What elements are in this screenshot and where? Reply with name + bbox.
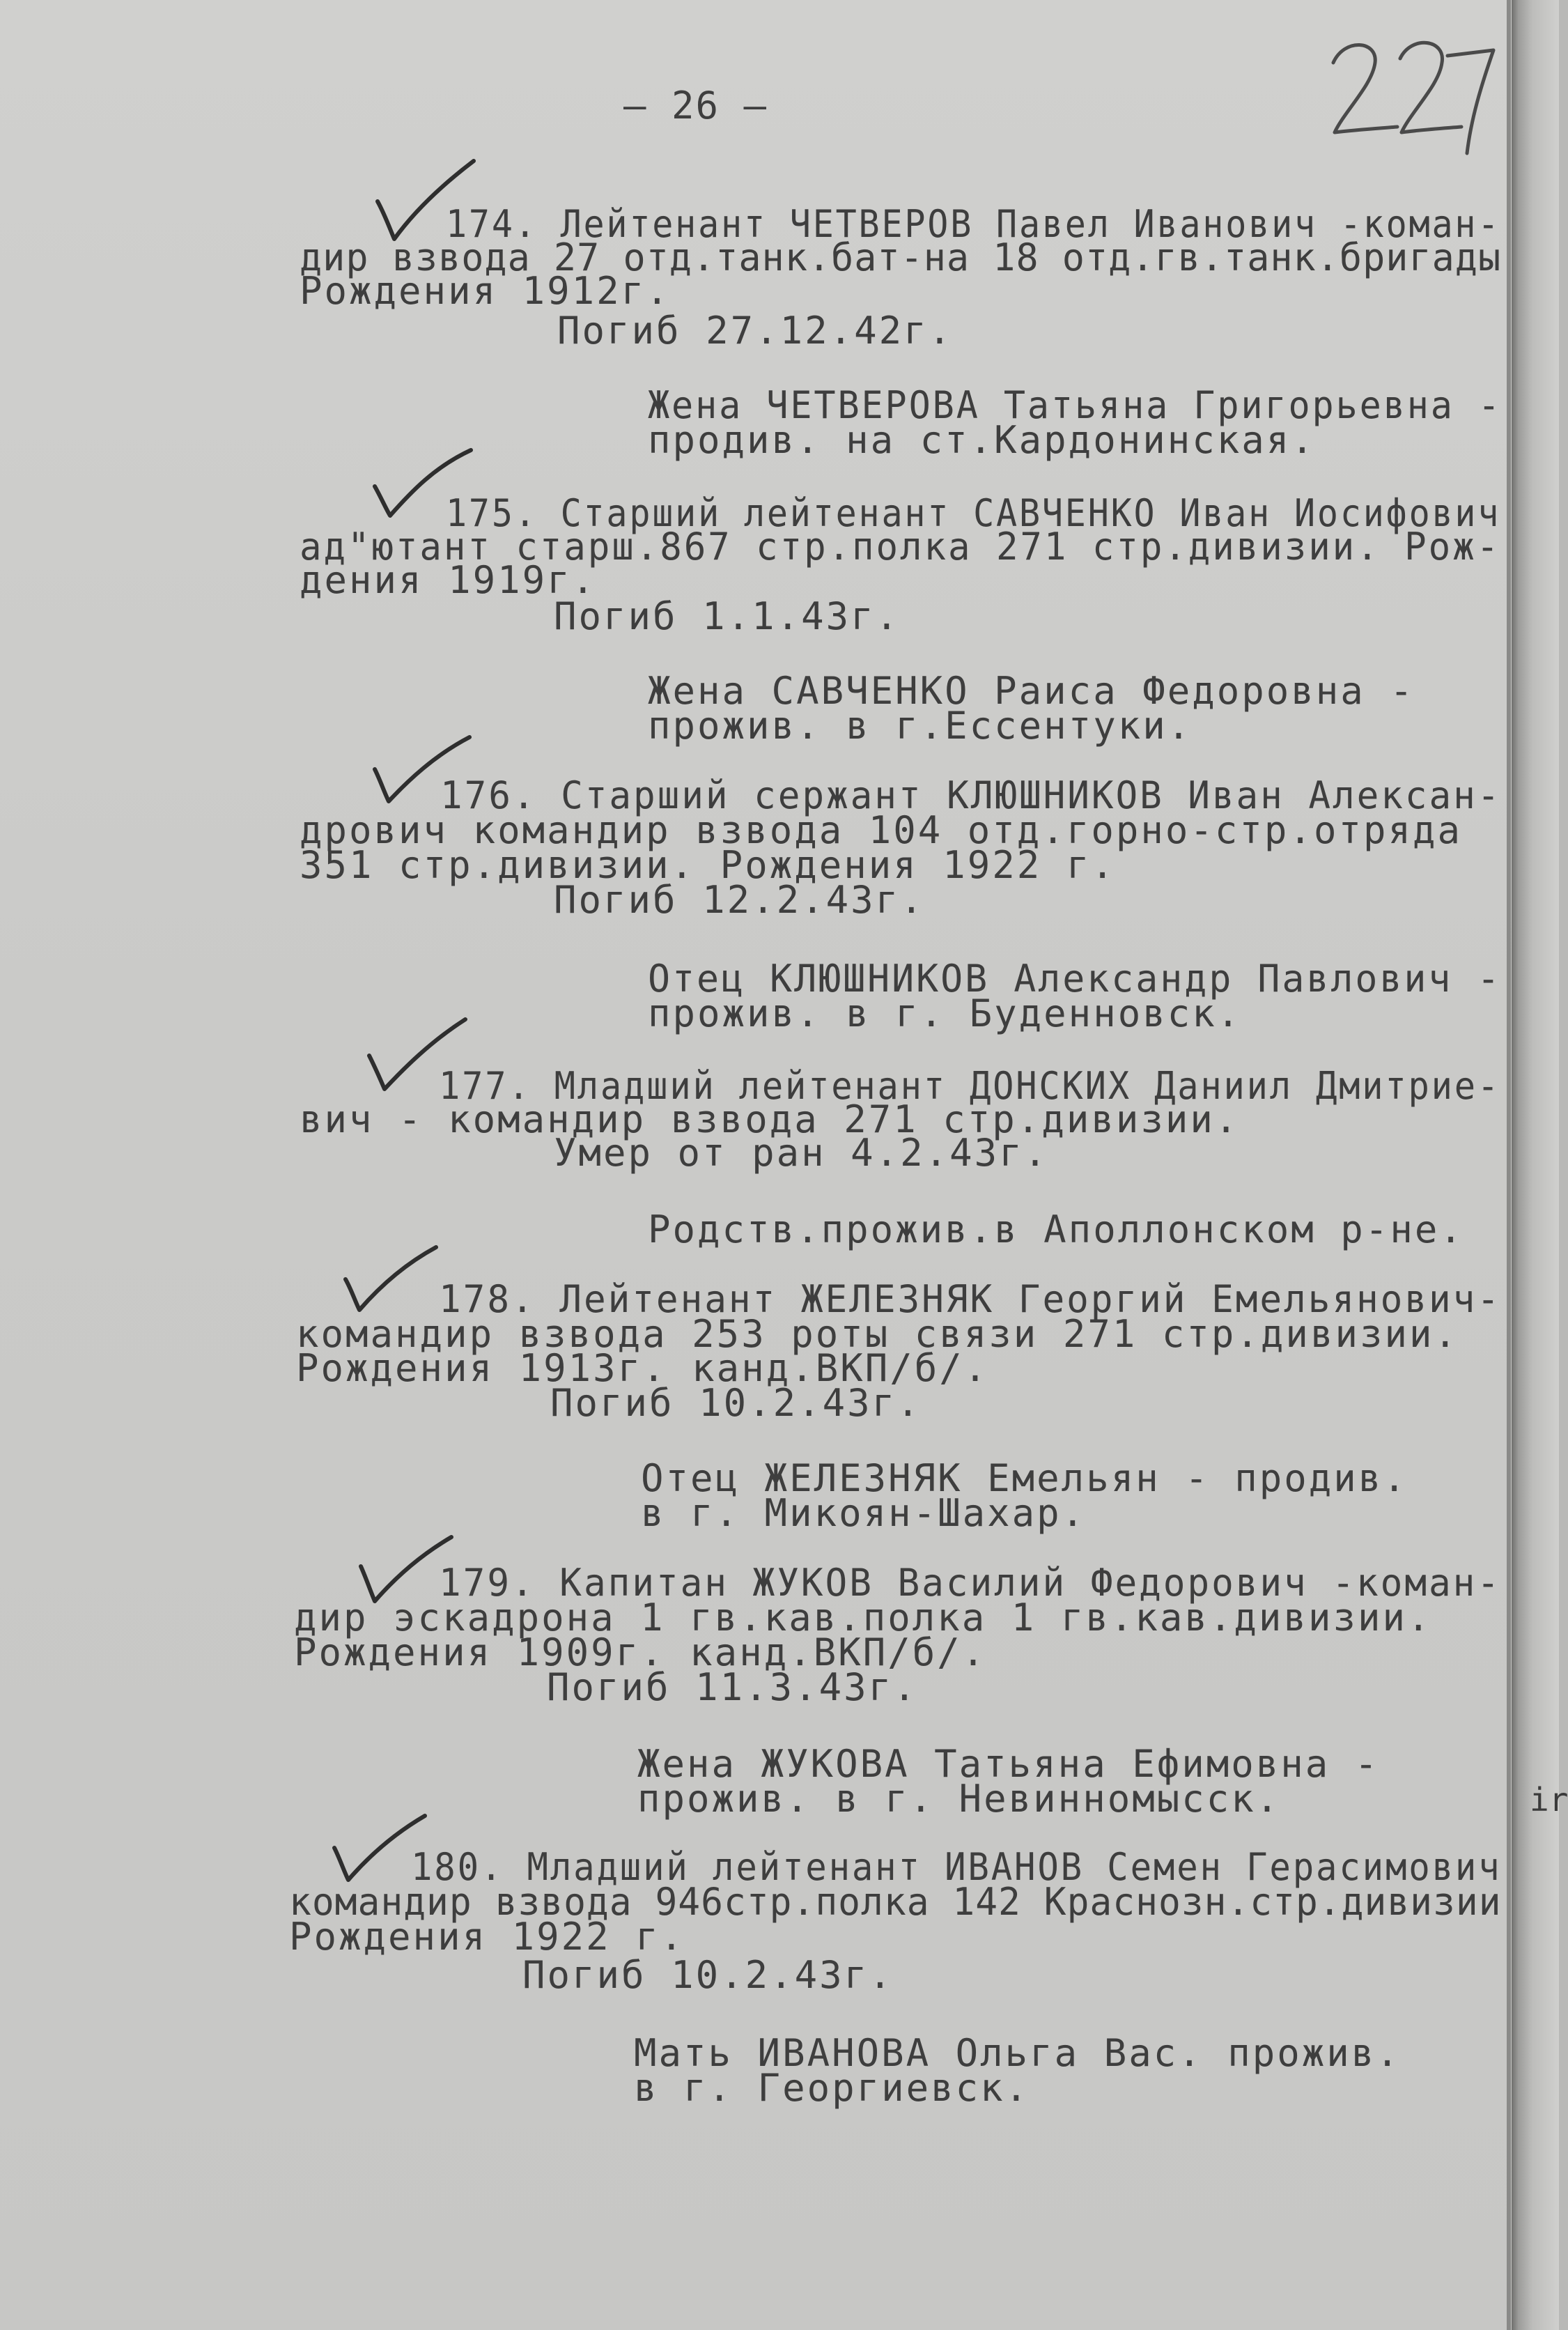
page-number: — 26 — — [623, 84, 768, 128]
page-edge-line — [1507, 0, 1511, 2330]
entry-176-line-4: Погиб 12.2.43г. — [554, 878, 925, 922]
entry-177-line-2: вич - командир взвода 271 стр.дивизии. — [300, 1097, 1240, 1141]
entry-176-relative-line-1: Отец КЛЮШНИКОВ Александр Павлович - — [648, 957, 1502, 1001]
entry-179-line-1: 179. Капитан ЖУКОВ Василий Федорович -коман- — [439, 1561, 1501, 1605]
entry-179-line-4: Погиб 11.3.43г. — [547, 1665, 918, 1709]
entry-175-relative-line-1: Жена САВЧЕНКО Раиса Федоровна - — [648, 669, 1415, 713]
entry-179-relative-line-2: прожив. в г. Невинномысск. — [637, 1777, 1281, 1821]
entry-178-line-1: 178. Лейтенант ЖЕЛЕЗНЯК Георгий Емельянович- — [439, 1277, 1501, 1321]
entry-180-relative-line-2: в г. Георгиевск. — [634, 2066, 1030, 2110]
entry-176-relative-line-2: прожив. в г. Буденновск. — [648, 992, 1242, 1035]
entry-180-line-3: Рождения 1922 г. — [289, 1915, 685, 1959]
entry-174-line-4: Погиб 27.12.42г. — [557, 309, 954, 353]
page-edge-shadow — [1512, 0, 1559, 2330]
entry-174-relative-line-2: продив. на ст.Кардонинская. — [648, 418, 1316, 462]
entry-180-relative-line-1: Мать ИВАНОВА Ольга Вас. прожив. — [634, 2031, 1401, 2075]
entry-176-line-1: 176. Старший сержант КЛЮШНИКОВ Иван Алексан- — [440, 773, 1502, 817]
archive-number-handwritten — [1324, 14, 1498, 160]
entry-178-relative-line-1: Отец ЖЕЛЕЗНЯК Емельян - продив. — [641, 1456, 1408, 1500]
entry-174-line-3: Рождения 1912г. — [300, 269, 671, 313]
entry-177-relative-line-1: Родств.прожив.в Аполлонском р-не. — [648, 1208, 1464, 1251]
entry-178-line-2: командир взвода 253 роты связи 271 стр.дивизии. — [296, 1312, 1459, 1356]
entry-177-line-1: 177. Младший лейтенант ДОНСКИХ Даниил Дмитрие- — [439, 1064, 1501, 1108]
entry-178-line-3: Рождения 1913г. канд.ВКП/б/. — [296, 1346, 989, 1390]
entry-176-line-3: 351 стр.дивизии. Рождения 1922 г. — [300, 843, 1116, 887]
entry-180-line-1: 180. Младший лейтенант ИВАНОВ Семен Герасимович — [411, 1845, 1502, 1889]
entry-175-line-1: 175. Старший лейтенант САВЧЕНКО Иван Иосифович — [446, 491, 1501, 535]
entry-180-line-4: Погиб 10.2.43г. — [522, 1953, 894, 1997]
entry-174-line-2: дир взвода 27 отд.танк.бат-на 18 отд.гв.танк.бригады — [300, 236, 1502, 279]
entry-177-line-3: Умер от ран 4.2.43г. — [554, 1131, 1049, 1175]
entry-179-line-2: дир эскадрона 1 гв.кав.полка 1 гв.кав.дивизии. — [294, 1596, 1432, 1640]
check-mark-icon — [339, 1240, 443, 1317]
entry-175-line-2: ад"ютант старш.867 стр.полка 271 стр.дивизии. Рож- — [300, 525, 1501, 569]
entry-178-line-4: Погиб 10.2.43г. — [550, 1381, 922, 1425]
entry-174-line-1: 174. Лейтенант ЧЕТВЕРОВ Павел Иванович -коман- — [446, 202, 1501, 246]
entry-180-line-2: командир взвода 946стр.полка 142 Краснозн.стр.дивизии — [289, 1880, 1502, 1924]
entry-175-line-4: Погиб 1.1.43г. — [554, 594, 901, 638]
entry-174-relative-line-1: Жена ЧЕТВЕРОВА Татьяна Григорьевна - — [648, 383, 1502, 427]
entry-179-relative-line-1: Жена ЖУКОВА Татьяна Ефимовна - — [637, 1742, 1380, 1786]
entry-176-line-2: дрович командир взвода 104 отд.горно-стр.отряда — [300, 808, 1463, 852]
entry-175-line-3: дения 1919г. — [300, 558, 597, 602]
entry-178-relative-line-2: в г. Микоян-Шахар. — [641, 1491, 1087, 1535]
entry-175-relative-line-2: прожив. в г.Ессентуки. — [648, 704, 1193, 748]
entry-179-line-3: Рождения 1909г. канд.ВКП/б/. — [294, 1630, 987, 1674]
margin-text-fragment: ir — [1530, 1781, 1568, 1819]
